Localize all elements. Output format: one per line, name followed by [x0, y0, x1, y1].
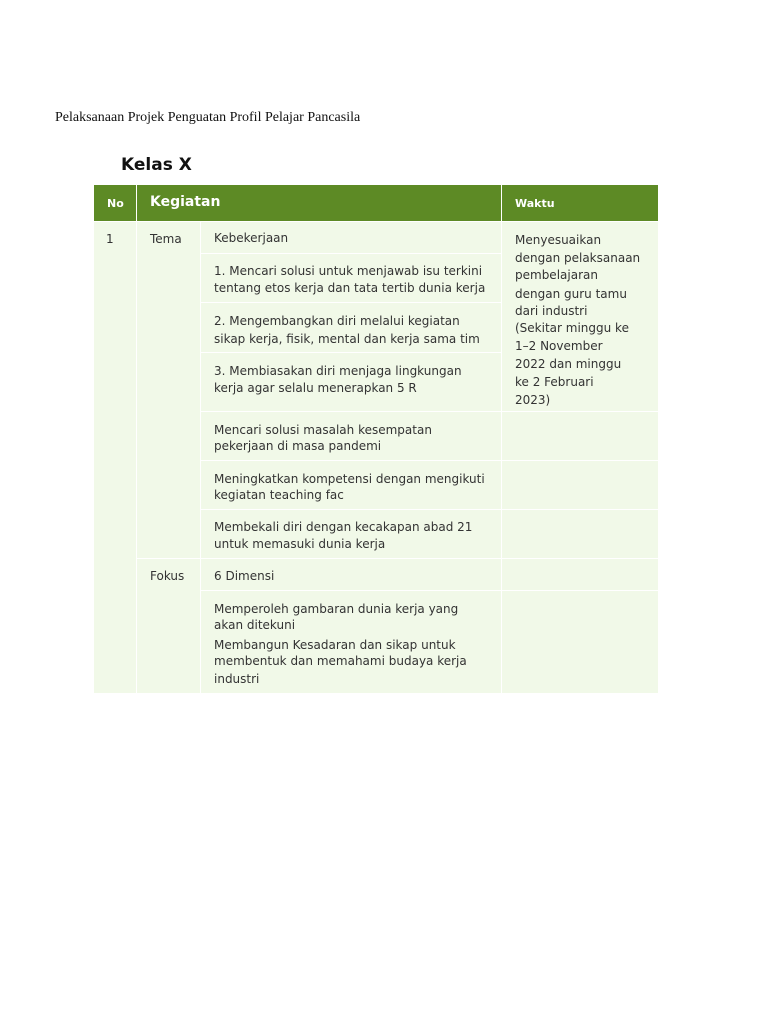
activity-text: 1. Mencari solusi untuk menjawab isu terkini [214, 264, 483, 278]
waktu-line: Menyesuaikan [515, 233, 602, 247]
activity-text: pekerjaan di masa pandemi [214, 439, 382, 453]
activity-text: untuk memasuki dunia kerja [214, 537, 386, 551]
focus-row [201, 591, 501, 693]
tema-label: Tema [150, 232, 182, 246]
waktu-line: 2023) [515, 393, 551, 407]
waktu-line: (Sekitar minggu ke [515, 321, 629, 335]
section-heading: Kelas X [121, 155, 192, 175]
activity-text: sikap kerja, fisik, mental dan kerja sama tim [214, 332, 480, 346]
focus-text: 6 Dimensi [214, 569, 275, 583]
waktu-line: dari industri [515, 304, 588, 318]
waktu-cell [502, 222, 658, 411]
activity-row [201, 353, 501, 411]
activity-text: kerja agar selalu menerapkan 5 R [214, 381, 417, 395]
waktu-line: ke 2 Februari [515, 375, 594, 389]
activity-text: 3. Membiasakan diri menjaga lingkungan [214, 364, 462, 378]
activity-row [201, 303, 501, 352]
activity-text: Kebekerjaan [214, 231, 289, 245]
fokus-label: Fokus [150, 569, 185, 583]
waktu-empty-cell [502, 510, 658, 558]
waktu-line: dengan pelaksanaan [515, 250, 641, 265]
document-title: Pelaksanaan Projek Penguatan Profil Pelajar Pancasila [55, 110, 361, 125]
cell-tema-label [137, 222, 200, 558]
activity-row [201, 222, 501, 253]
focus-text: industri [214, 672, 260, 686]
waktu-empty-cell [502, 591, 658, 693]
header-kegiatan [137, 185, 501, 221]
focus-text: Memperoleh gambaran dunia kerja yang [214, 602, 459, 616]
activity-text: 2. Mengembangkan diri melalui kegiatan [214, 314, 460, 328]
focus-text: membentuk dan memahami budaya kerja [214, 654, 467, 668]
focus-text: akan ditekuni [214, 618, 296, 632]
waktu-line: dengan guru tamu [515, 287, 627, 301]
activity-text: Meningkatkan kompetensi dengan mengikuti [214, 472, 485, 486]
activity-row [201, 461, 501, 509]
activity-text: kegiatan teaching fac [214, 488, 344, 502]
activity-text: Mencari solusi masalah kesempatan [214, 423, 432, 437]
header-no [94, 185, 136, 221]
waktu-empty-cell [502, 461, 658, 509]
activity-row [201, 254, 501, 302]
activity-text: tentang etos kerja dan tata tertib dunia kerja [214, 281, 486, 295]
row-number: 1 [106, 232, 114, 246]
header-no-label: No [107, 197, 124, 210]
activity-text: Membekali diri dengan kecakapan abad 21 [214, 520, 473, 534]
cell-row-number [94, 222, 136, 693]
waktu-empty-cell [502, 559, 658, 590]
cell-fokus-label [137, 559, 200, 693]
activity-row [201, 510, 501, 558]
waktu-line: 2022 dan minggu [515, 357, 622, 371]
header-kegiatan-label: Kegiatan [150, 194, 221, 210]
waktu-line: 1–2 November [515, 339, 603, 353]
header-waktu [502, 185, 658, 221]
focus-row [201, 559, 501, 590]
header-waktu-label: Waktu [515, 197, 555, 210]
focus-text: Membangun Kesadaran dan sikap untuk [214, 638, 456, 652]
activity-row [201, 412, 501, 460]
waktu-empty-cell [502, 412, 658, 460]
waktu-line: pembelajaran [515, 268, 598, 282]
